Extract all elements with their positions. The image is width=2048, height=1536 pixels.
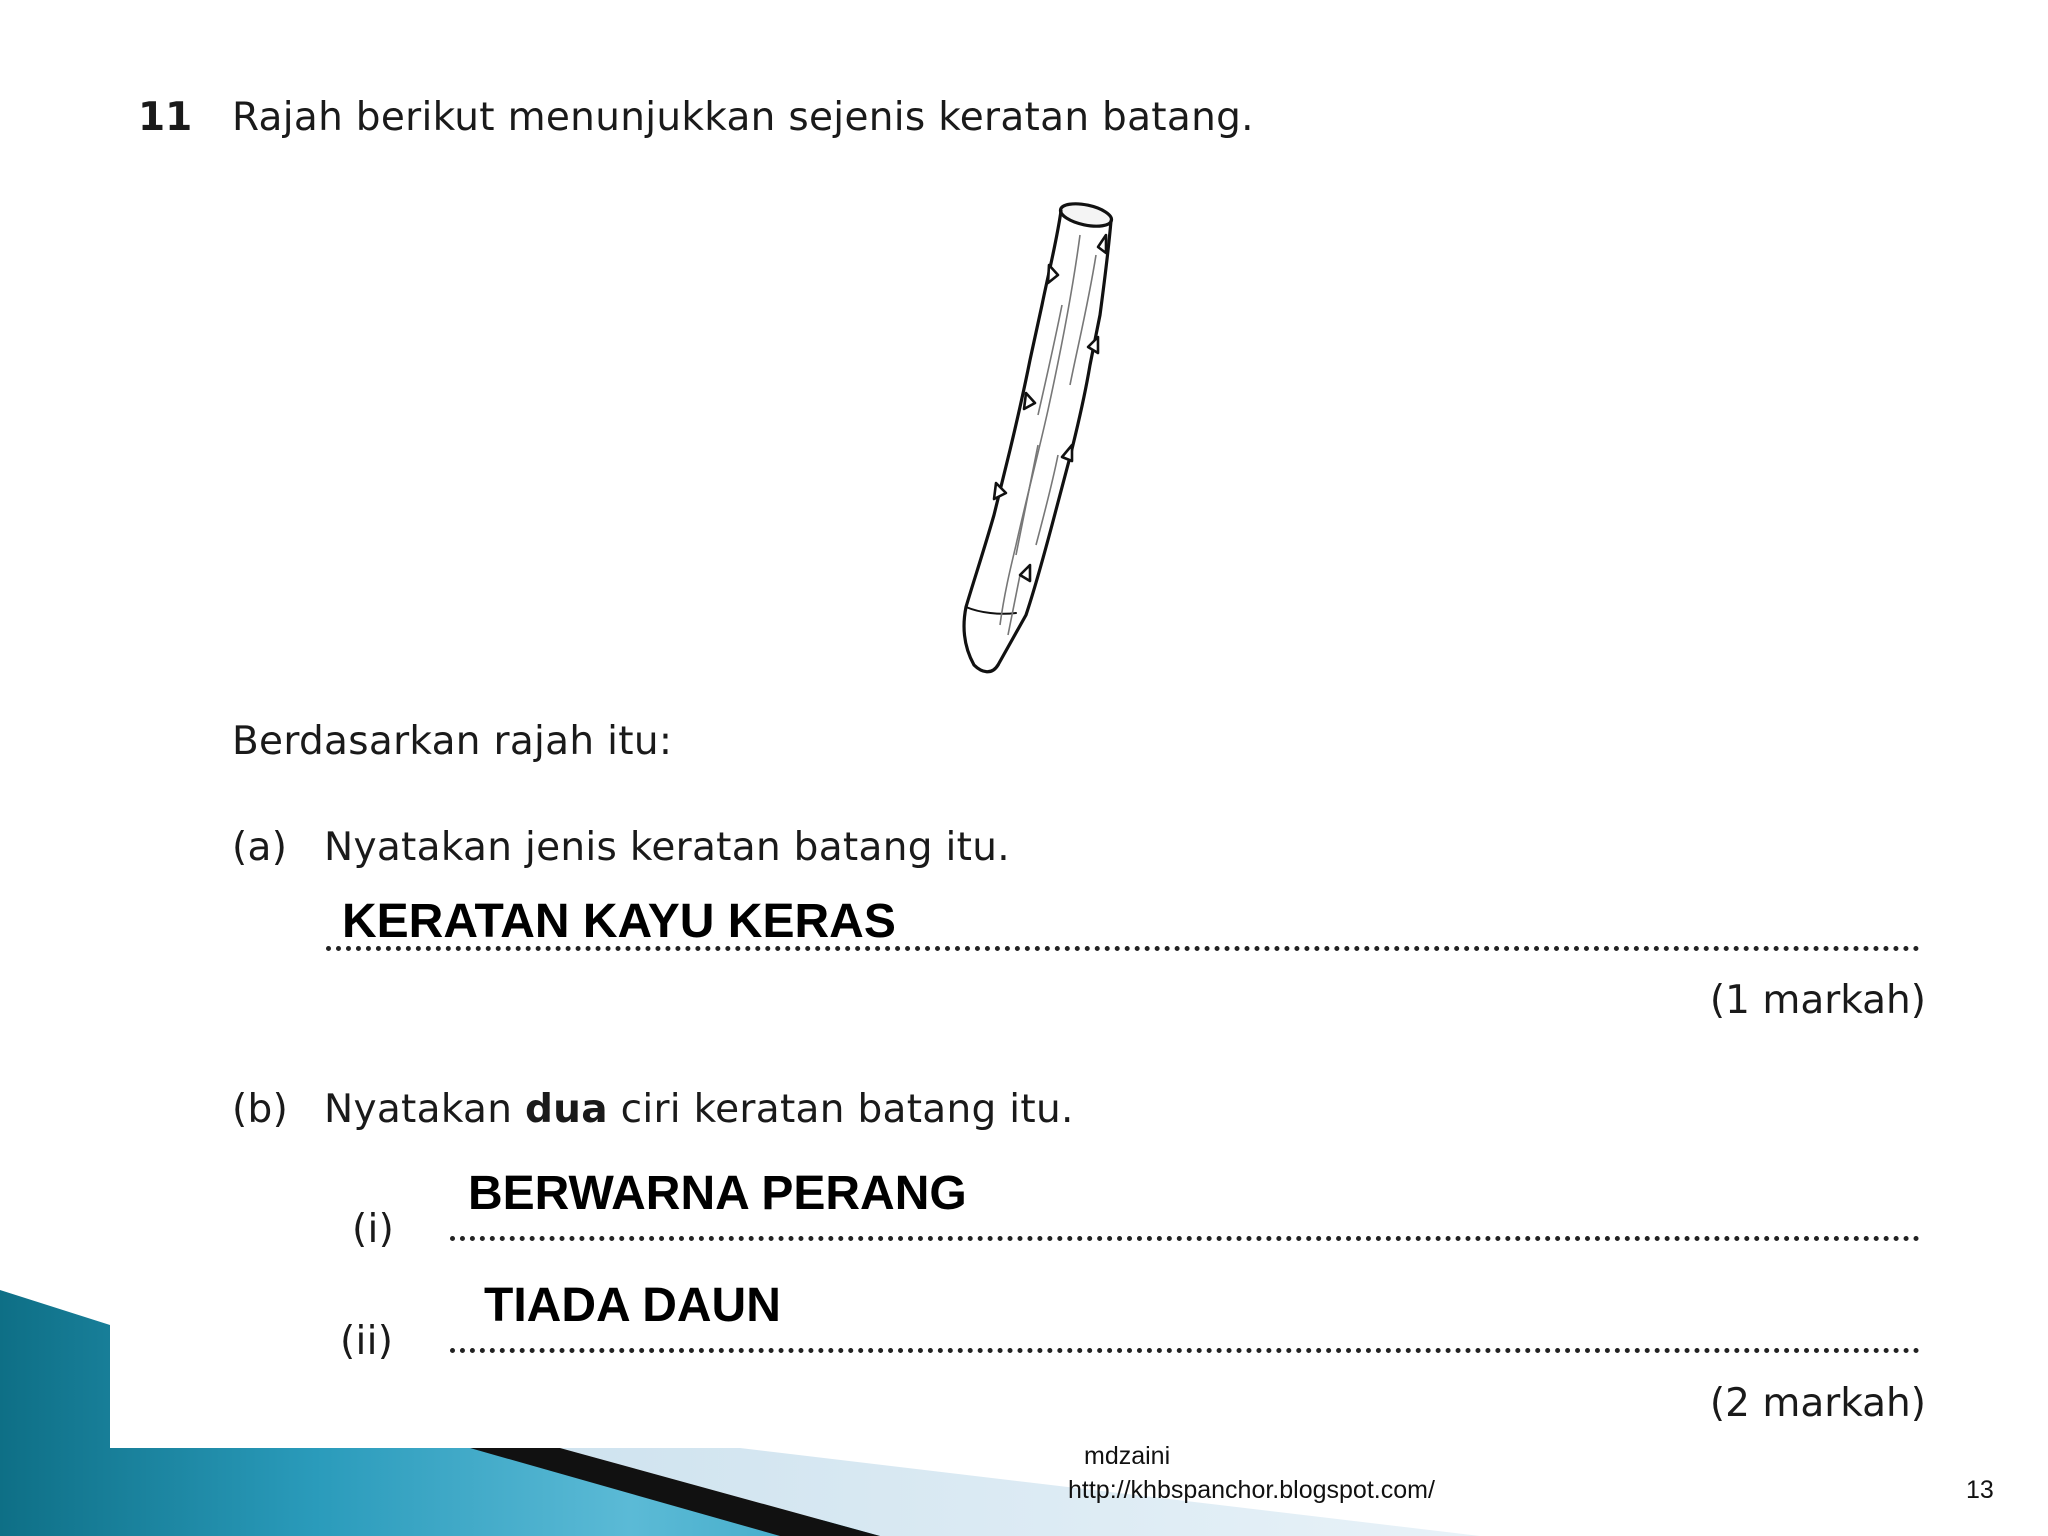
answer-line-b-i	[450, 1236, 1920, 1241]
part-b-question	[324, 1087, 1074, 1132]
stem-cutting-illustration	[920, 195, 1140, 675]
part-b-item-i-label: (i)	[352, 1207, 395, 1252]
part-b-text-before: Nyatakan	[324, 1087, 525, 1132]
footer-url: http://khbspanchor.blogspot.com/	[1068, 1476, 1435, 1504]
part-b-item-ii-label: (ii)	[340, 1319, 394, 1364]
part-a-answer: KERATAN KAYU KERAS	[342, 895, 896, 948]
part-a-question: Nyatakan jenis keratan batang itu.	[324, 825, 1010, 870]
footer-author: mdzaini	[1084, 1442, 1171, 1470]
question-stem: Rajah berikut menunjukkan sejenis keratan batang.	[232, 95, 1254, 140]
part-b-item-i-answer: BERWARNA PERANG	[468, 1167, 967, 1220]
part-a-label: (a)	[232, 825, 288, 870]
part-b-marks: (2 markah)	[1709, 1381, 1926, 1426]
page-number: 13	[1966, 1476, 1994, 1504]
question-number: 11	[138, 95, 193, 140]
answer-line-a	[326, 946, 1920, 951]
answer-line-b-ii	[450, 1348, 1920, 1353]
part-b-item-ii-answer: TIADA DAUN	[484, 1279, 781, 1332]
part-b-text-bold: dua	[524, 1087, 608, 1132]
part-b-label: (b)	[232, 1087, 289, 1132]
part-a-marks: (1 markah)	[1709, 978, 1926, 1023]
part-b-text-after: ciri keratan batang itu.	[607, 1087, 1074, 1132]
instruction-text: Berdasarkan rajah itu:	[232, 719, 673, 764]
